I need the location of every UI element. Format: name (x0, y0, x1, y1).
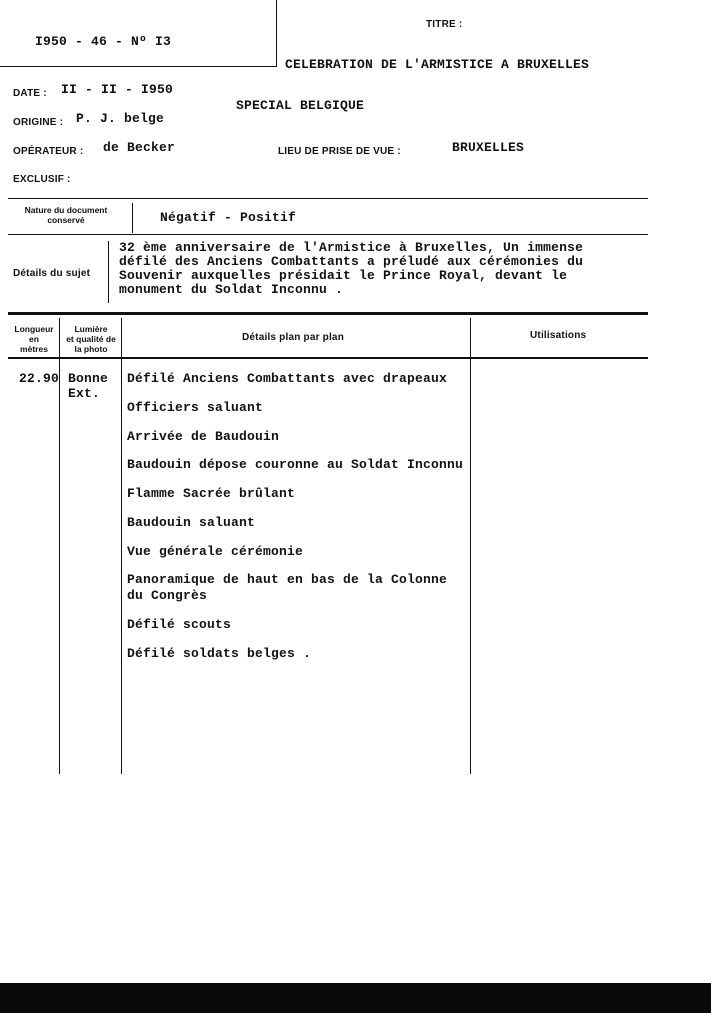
operateur-label: OPÉRATEUR : (13, 146, 84, 157)
lieu-value: BRUXELLES (452, 140, 525, 155)
shot-row: du Congrès (127, 588, 208, 603)
details-sujet-bracket (108, 241, 109, 303)
shot-row: Défilé Anciens Combattants avec drapeaux (127, 371, 448, 386)
date-label: DATE : (13, 88, 47, 99)
nature-label: Nature du document conservé (24, 205, 108, 225)
exclusif-label: EXCLUSIF : (13, 174, 71, 185)
origine-label: ORIGINE : (13, 117, 64, 128)
titre-value: CELEBRATION DE L'ARMISTICE A BRUXELLES (285, 57, 590, 72)
col-divider-2 (121, 318, 122, 774)
shot-row: Vue générale cérémonie (127, 544, 304, 559)
shot-row: Défilé scouts (127, 617, 232, 632)
col-utilisations-header: Utilisations (530, 330, 587, 341)
nature-bottom-rule (8, 234, 648, 235)
lieu-label: LIEU DE PRISE DE VUE : (278, 146, 401, 157)
details-sujet-label: Détails du sujet (13, 268, 91, 279)
lumiere-value-2: Ext. (68, 386, 101, 401)
shot-row: Panoramique de haut en bas de la Colonne (127, 572, 448, 587)
titre-label: TITRE : (426, 19, 463, 30)
col-details-header: Détails plan par plan (242, 332, 345, 343)
nature-divider (132, 203, 133, 233)
header-divider (276, 0, 277, 66)
nature-value: Négatif - Positif (160, 210, 297, 225)
shot-row: Défilé soldats belges . (127, 646, 312, 661)
header-underline (0, 66, 277, 67)
special-belgique: SPECIAL BELGIQUE (236, 98, 365, 113)
shot-row: Arrivée de Baudouin (127, 429, 280, 444)
details-sujet-text: 32 ème anniversaire de l'Armistice à Bruxelles, Un immense défilé des Anciens Combattants a préludé aux cérémonies du Souvenir auxquelles présidait le Prince Royal, devant le monument du Soldat Inconnu . (119, 240, 584, 297)
col-lumiere-header: Lumière et qualité de la photo (66, 324, 116, 354)
origine-value: P. J. belge (76, 111, 165, 126)
shot-row: Baudouin dépose couronne au Soldat Inconnu (127, 457, 464, 472)
col-divider-1 (59, 318, 60, 774)
col-divider-3 (470, 318, 471, 774)
shot-row: Flamme Sacrée brûlant (127, 486, 296, 501)
table-header-rule (8, 357, 648, 359)
reference-number: I950 - 46 - Nº I3 (35, 34, 172, 49)
lumiere-value-1: Bonne (68, 371, 109, 386)
col-longueur-header: Longueur en mètres (14, 324, 54, 354)
shot-row: Officiers saluant (127, 400, 264, 415)
table-top-rule (8, 312, 648, 315)
operateur-value: de Becker (103, 140, 176, 155)
date-value: II - II - I950 (61, 82, 174, 97)
scan-border (0, 983, 711, 1013)
longueur-value: 22.90 (19, 371, 60, 386)
shot-row: Baudouin saluant (127, 515, 256, 530)
nature-top-rule (8, 198, 648, 199)
